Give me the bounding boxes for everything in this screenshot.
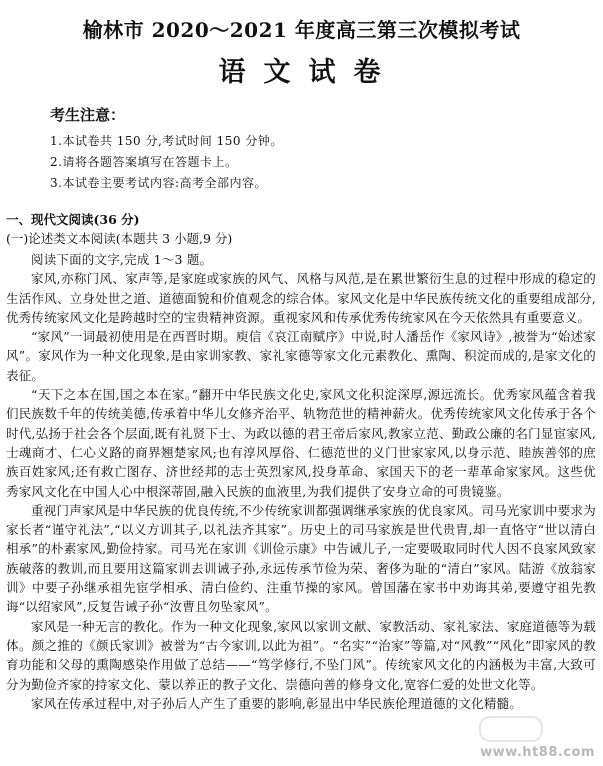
reading-passage [6, 250, 596, 713]
passage-paragraph-5: 家风是一种无言的教化。作为一种文化现象,家风以家训文献、家教活动、家礼家法、家庭道德等为载体。颜之推的《颜氏家训》被誉为“古今家训,以此为祖”。“名实”“治家”等篇,对“风教”“风化”即家风的教育功能和父母的熏陶感染作用做了总结——“笃学修行,不坠门风”。传统家风文化的内涵极为丰富,大致可分为勤俭齐家的持家文化、蒙以养正的教子文化、崇德向善的修身文化,宽容仁爱的处世文化等。 [6, 618, 596, 692]
watermark-text: www.ht88.com [480, 745, 595, 760]
passage-paragraph-4: 重视门声家风是中华民族的优良传统,不少传统家训都强调继承家族的优良家风。司马光家训中要求为家长者“谨守礼法”,“以义方训其子,以礼法齐其家”。历史上的司马家族是世代贵胄,却一直恪守“世以清白相承”的朴素家风,勤俭持家。司马光在家训《训俭示康》中告诫儿子,一定要吸取同时代人因不良家风致家族破落的教训,而且要用这篇家训去训诫子孙,永远传承节俭为荣、奢侈为耻的“清白”家风。陆游《放翁家训》中要子孙继承祖先宦学相承、清白俭约、注重节操的家风。曾国藩在家书中劝诲其弟,要遵守祖先教诲“以绍家风”,反复告诫子孙“汝曹且勿坠家风”。 [6, 502, 596, 615]
notice-item-2: 2.请将各题答案填写在答题卡上。 [50, 155, 238, 169]
notice-item-1: 1.本试卷共 150 分,考试时间 150 分钟。 [50, 134, 283, 148]
notice-item-3: 3.本试卷主要考试内容:高考全部内容。 [50, 176, 267, 190]
notice-heading: 考生注意： [50, 106, 126, 124]
passage-paragraph-2: “家风”一词最初使用是在西晋时期。庾信《哀江南赋序》中说,时人潘岳作《家风诗》,被誉为“始述家风”。家风作为一种文化现象,是由家训家教、家礼家德等家文化元素教化、熏陶、积淀而成的,是家文化的表征。 [6, 329, 596, 383]
subject-title: 语文试卷 [218, 57, 399, 88]
subsection-title: (一)论述类文本阅读(本题共 3 小题,9 分) [6, 231, 233, 246]
passage-paragraph-6: 家风在传承过程中,对子孙后人产生了重要的影响,彰显出中华民族伦理道德的文化精髓。 [31, 695, 522, 711]
passage-instruction: 阅读下面的文字,完成 1～3 题。 [31, 252, 213, 267]
watermark-logo-icon [479, 716, 543, 742]
passage-paragraph-1: 家风,亦称门风、家声等,是家庭或家族的风气、风格与风范,是在累世繁衍生息的过程中形成的稳定的生活作风、立身处世之道、道德面貌和价值观念的综合体。家风文化是中华民族传统文化的重要组成部分,优秀传统家风文化是跨越时空的宝贵精神资源。重视家风和传承优秀传统家风在今天依然具有重要意义。 [6, 271, 596, 325]
section-title: 一、现代文阅读(36 分) [6, 212, 140, 227]
passage-paragraph-3: “天下之本在国,国之本在家。”翻开中华民族文化史,家风文化积淀深厚,源远流长。优秀家风蕴含着我们民族数千年的传统美德,传承着中华儿女修齐治平、轨物范世的精神薪火。优秀传统家风文化传承于各个时代,弘扬于社会各个层面,既有礼贤下士、为政以德的君王帝后家风,教家立范、勤政公廉的名门显宦家风,士魂商才、仁心义路的商界翘楚家风;也有淳风厚俗、仁德范世的义门世家家风,以身示范、睦族善邻的庶族百姓家风;还有救亡图存、济世经邦的志士英烈家风,投身革命、家国天下的老一辈革命家家风。这些优秀家风文化在中国人心中根深蒂固,融入民族的血液里,为我们提供了安身立命的可贵镜鉴。 [6, 387, 596, 499]
exam-title: 榆林市 2020～2021 年度高三第三次模拟考试 [82, 18, 521, 42]
